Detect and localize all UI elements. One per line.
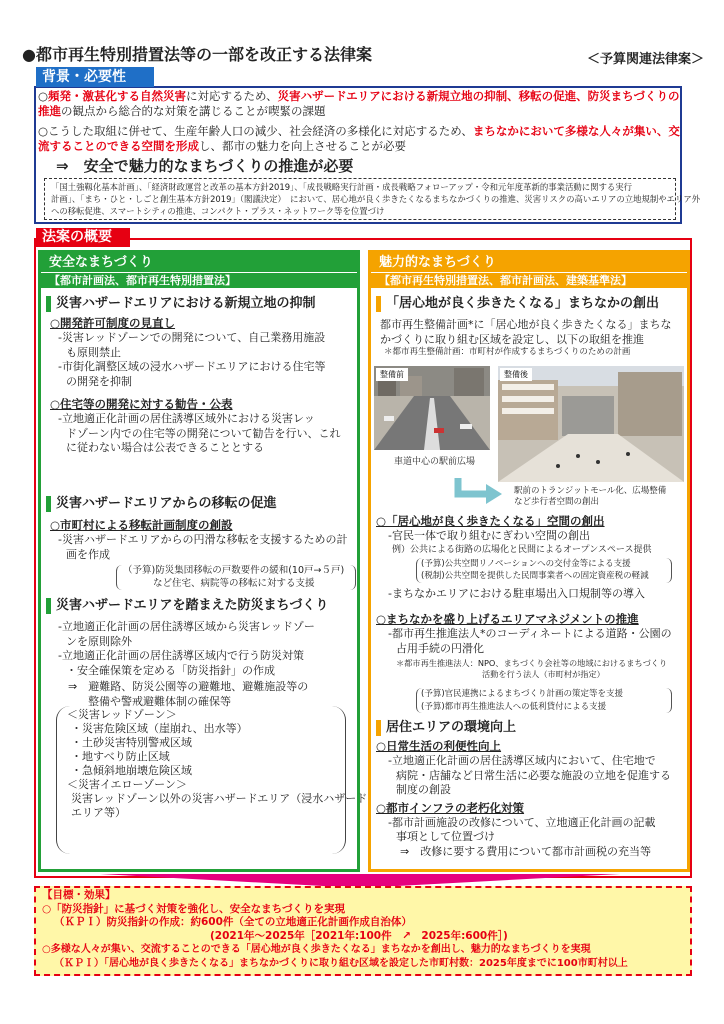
policy-reference-line: への移転促進、スマートシティの推進、コンパクト・プラス・ネットワーク等を位置づけ xyxy=(51,206,385,216)
text-line: 都市再生整備計画*に「居心地が良く歩きたくなる」まちな xyxy=(380,318,672,331)
policy-reference-line: 計画」、「まち・ひと・しごと創生基本方針2019」（閣議決定） において、居心地が良く歩きたくなるまちなかづくりの推進、災害リスクの高いエリアの立地規制やエリア外 xyxy=(51,194,701,204)
zone-item: ・災害危険区域（崖崩れ、出水等） xyxy=(71,722,248,735)
text-line: 制度の創設 xyxy=(396,783,451,796)
goals-heading: 【目標・効果】 xyxy=(42,889,116,901)
management-budget-note xyxy=(416,688,672,713)
text-line: (予算)都市再生推進法人への低利貸付による支援 xyxy=(421,701,607,712)
goal-line: ○多様な人々が集い、交流することのできる「居心地が良く歩きたくなる」まちなかを創出し、魅力的なまちづくりを実現 xyxy=(42,944,591,955)
section-heading: 「居心地が良く歩きたくなる」まちなかの創出 xyxy=(376,296,686,312)
after-tag: 整備後 xyxy=(500,368,532,381)
highlight-text: 頻発・激甚化する自然災害 xyxy=(48,89,187,103)
budget-related-tag: ＜予算関連法律案＞ xyxy=(586,52,704,67)
safe-town-laws: 【都市計画法、都市再生特別措置法】 xyxy=(41,272,357,288)
goals-content xyxy=(42,889,682,970)
text-line: -まちなかエリアにおける駐車場出入口規制等の導入 xyxy=(388,586,645,600)
before-photo xyxy=(374,366,490,450)
zone-item: 災害レッドゾーン以外の災害ハザードエリア（浸水ハザード xyxy=(71,792,368,805)
after-photo xyxy=(498,366,684,482)
text-line: 占用手続の円滑化 xyxy=(396,641,484,655)
text-line: -立地適正化計画の居住誘導区域内で行う防災対策 xyxy=(58,649,304,662)
section-heading: 災害ハザードエリアを踏まえた防災まちづくり xyxy=(46,598,356,614)
walkable-town-section xyxy=(376,296,686,358)
disaster-prevention-section xyxy=(46,598,356,709)
highlight-text: 災害ハザードエリアにおける新規立地の抑制、移転の促進、防災まちづくりの推進 xyxy=(38,89,680,118)
section-heading: 災害ハザードエリアにおける新規立地の抑制 xyxy=(46,296,356,312)
zone-item: ・土砂災害特別警戒区域 xyxy=(71,736,192,749)
safe-town-title: 安全なまちづくり xyxy=(41,253,357,272)
text-line: （予算)防災集団移転の戸数要件の緩和(10戸→５戸) xyxy=(123,565,345,576)
item-heading: ○日常生活の利便性向上 xyxy=(376,739,502,753)
attractive-town-title: 魅力的なまちづくり xyxy=(371,253,687,272)
kpi-period-line: (2021年～2025年［2021年:100件 ↗ 2025年:600件］) xyxy=(210,929,508,942)
zone-item: エリア等） xyxy=(71,806,126,819)
text-line: -都市計画施設の改修について、立地適正化計画の記載 xyxy=(388,815,656,829)
overview-label: 法案の概要 xyxy=(36,228,130,247)
station-plaza-after-image xyxy=(498,366,684,482)
text-line: -市街化調整区域の浸水ハザードエリアにおける住宅等 xyxy=(58,360,326,373)
item-heading: ○「居心地が良く歩きたくなる」空間の創出 xyxy=(376,514,605,528)
item-heading: ○住宅等の開発に対する勧告・公表 xyxy=(50,397,233,411)
document-title: ●都市再生特別措置法等の一部を改正する法律案 xyxy=(22,45,372,64)
caption-line: 駅前のトランジットモール化、広場整備 xyxy=(514,486,667,496)
policy-reference-line: 「国土強靱化基本計画」、「経済財政運営と改革の基本方針2019」、「成長戦略実行計画・成長戦略フォローアップ・令和元年度革新的事業活動に関する実行 xyxy=(51,182,632,192)
text-line: -立地適正化計画の居住誘導区域から災害レッドゾー xyxy=(58,620,315,633)
text-line: も原則禁止 xyxy=(66,345,121,359)
background-conclusion: ⇒ 安全で魅力的なまちづくりの推進が必要 xyxy=(56,157,354,175)
residential-area-section xyxy=(376,720,686,859)
text-line: -立地適正化計画の居住誘導区域外における災害レッ xyxy=(58,412,315,425)
text-line: (予算)公共空間リノベーションへの交付金等による支援 xyxy=(421,558,631,569)
text-line: 例）公共による街路の広場化と民間によるオープンスペース提供 xyxy=(392,544,652,555)
text-run: の観点から総合的な対策を講じることが喫緊の課題 xyxy=(61,104,326,118)
before-tag: 整備前 xyxy=(376,368,408,381)
text-line: ＊都市再生推進法人：NPO、まちづくり会社等の地域におけるまちづくり xyxy=(396,658,668,668)
highlight-text: まちなかにおいて多様な人々が集い、交流することのできる空間を形成 xyxy=(38,124,680,153)
text-line: -都市再生推進法人*のコーディネートによる道路・公園の xyxy=(388,627,672,640)
zone-item: ・地すべり防止区域 xyxy=(71,750,170,763)
walkable-space-item xyxy=(376,514,686,601)
item-heading: ○市町村による移転計画制度の創設 xyxy=(50,518,233,532)
text-run: ○ xyxy=(38,89,49,103)
text-line: (税制)公共空間を提供した民間事業者への固定資産税の軽減 xyxy=(421,571,649,581)
text-line: の開発を抑制 xyxy=(66,374,132,388)
yellow-zone-heading: ＜災害イエローゾーン＞ xyxy=(67,778,187,791)
text-line: 画を作成 xyxy=(66,547,110,561)
text-line: -災害レッドゾーンでの開発について、自己業務用施設 xyxy=(58,331,326,344)
kpi-line: （ＫＰＩ）防災指針の作成：約600件（全ての立地適正化計画作成自治体） xyxy=(54,916,412,928)
text-line: 整備や警戒避難体制の確保等 xyxy=(88,694,231,708)
text-run: に対応するため、 xyxy=(186,89,278,103)
section-heading: 居住エリアの環境向上 xyxy=(376,720,686,736)
text-line: 事項として位置づけ xyxy=(396,830,495,843)
zone-item: ・急傾斜地崩壊危険区域 xyxy=(71,764,192,777)
text-line: -官民一体で取り組むにぎわい空間の創出 xyxy=(388,529,590,542)
text-line: 病院・店舗など日常生活に必要な施設の立地を促進する xyxy=(396,768,671,782)
section-heading: 災害ハザードエリアからの移転の促進 xyxy=(46,496,356,512)
plan-footnote: ＊都市再生整備計画：市町村が作成するまちづくりのための計画 xyxy=(384,347,631,357)
before-caption: 車道中心の駅前広場 xyxy=(394,457,476,467)
text-line: ンを原則除外 xyxy=(66,634,132,648)
background-paragraph-2 xyxy=(38,124,680,154)
text-line: -災害ハザードエリアからの円滑な移転を支援するための計 xyxy=(58,533,348,546)
text-line: ・安全確保策を定める「防災指針」の作成 xyxy=(66,663,275,677)
text-line: など住宅、病院等の移転に対する支援 xyxy=(153,577,315,589)
hazard-zone-definitions xyxy=(56,706,368,854)
area-management-item xyxy=(376,612,686,713)
text-line: 活動を行う法人（市町村が指定） xyxy=(482,669,605,679)
item-heading: ○まちなかを盛り上げるエリアマネジメントの推進 xyxy=(376,612,639,626)
red-zone-heading: ＜災害レッドゾーン＞ xyxy=(67,708,177,721)
hazard-new-location-section xyxy=(46,296,356,456)
text-line: (予算)官民連携によるまちづくり計画の策定等を支援 xyxy=(421,689,624,699)
kpi-line: （ＫＰＩ）「居心地が良く歩きたくなる」まちなかづくりに取り組む区域を設定した市町村数：2025年度までに100市町村以上 xyxy=(54,957,628,969)
caption-line: など歩行者空間の創出 xyxy=(514,497,600,507)
after-caption xyxy=(514,486,666,508)
attractive-town-laws: 【都市再生特別措置法、都市計画法、建築基準法】 xyxy=(371,272,687,288)
background-label: 背景・必要性 xyxy=(36,67,154,87)
relocation-budget-note xyxy=(116,565,356,590)
background-paragraph-1 xyxy=(38,89,680,119)
text-line: に従わない場合は公表できることとする xyxy=(66,441,264,454)
policy-reference-box xyxy=(44,178,701,220)
goal-line: ○「防災指針」に基づく対策を強化し、安全なまちづくりを実現 xyxy=(42,902,346,915)
space-budget-note xyxy=(416,558,672,583)
item-heading: ○開発許可制度の見直し xyxy=(50,316,176,330)
text-line: ドゾーン内での住宅等の開発について勧告を行い、これ xyxy=(66,426,341,440)
arrow-right-icon xyxy=(452,476,504,506)
text-line: ⇒ 改修に要する費用について都市計画税の充当等 xyxy=(400,844,651,858)
text-line: かづくりに取り組む区域を設定し、以下の取組を推進 xyxy=(380,332,644,346)
text-line: ⇒ 避難路、防災公園等の避難地、避難施設等の xyxy=(68,680,309,693)
relocation-section xyxy=(46,496,356,590)
item-heading: ○都市インフラの老朽化対策 xyxy=(376,800,525,815)
text-run: ○こうした取組に併せて、生産年齢人口の減少、社会経済の多様化に対応するため、 xyxy=(38,124,473,138)
text-line: -立地適正化計画の居住誘導区域内において、住宅地で xyxy=(388,754,656,767)
text-run: し、都市の魅力を向上させることが必要 xyxy=(199,139,406,153)
